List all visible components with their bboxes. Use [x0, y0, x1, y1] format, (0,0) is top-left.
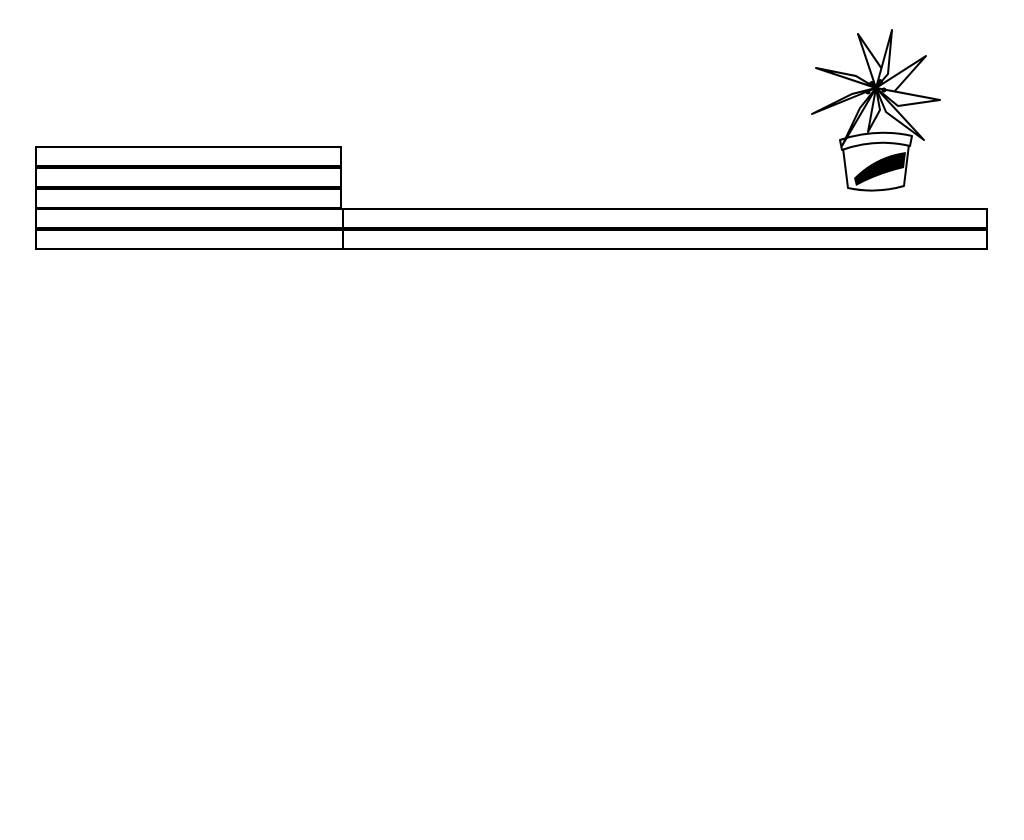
order-grid[interactable]	[35, 249, 990, 824]
pickup-row[interactable]	[35, 229, 988, 250]
class-field[interactable]	[35, 167, 342, 188]
poinsettia-plant-icon	[806, 28, 946, 196]
participant-name-field[interactable]	[35, 146, 342, 167]
due-row[interactable]	[35, 208, 988, 229]
colour-note	[35, 252, 235, 262]
phone-field[interactable]	[35, 188, 342, 209]
